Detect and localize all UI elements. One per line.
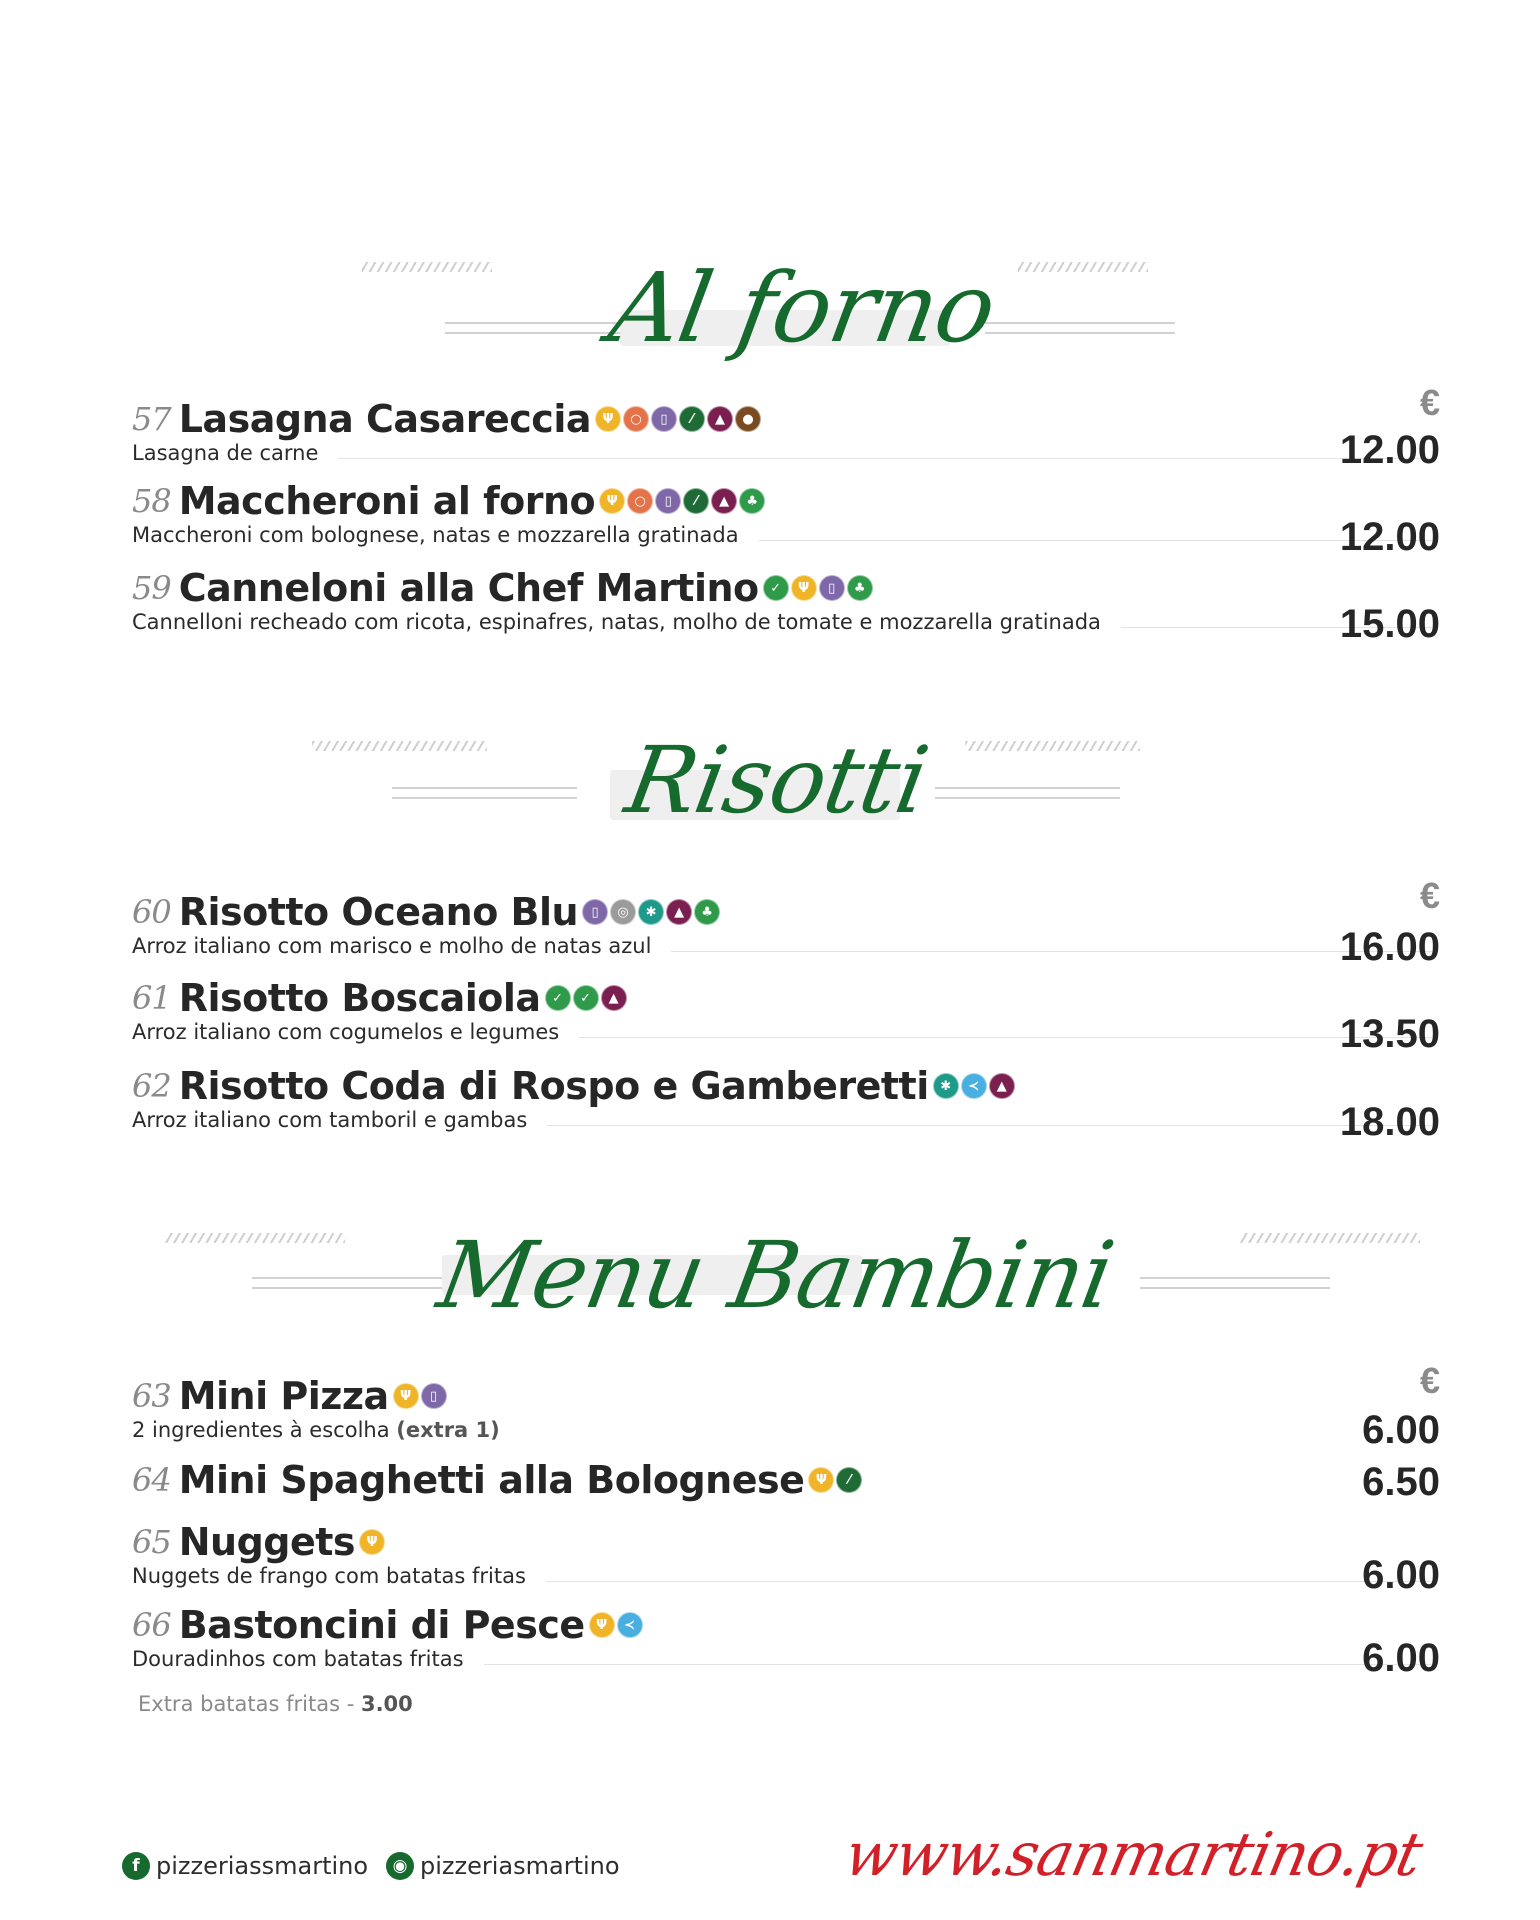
wheat-icon: Ψ — [393, 1383, 419, 1409]
celery-icon: ⁄ — [679, 406, 705, 432]
section-title: Menu Bambini — [430, 1222, 1121, 1329]
item-number: 65 — [132, 1523, 171, 1561]
currency-symbol: € — [1419, 1360, 1440, 1401]
sulphite-icon: ▲ — [711, 488, 737, 514]
item-price: 16.00 — [1339, 925, 1440, 969]
item-price: 6.00 — [1362, 1408, 1440, 1452]
item-price: 13.50 — [1339, 1012, 1440, 1056]
website-link[interactable]: www.sanmartino.pt — [838, 1820, 1428, 1890]
menu-item — [132, 1520, 1432, 1588]
item-description: 2 ingredientes à escolha — [132, 1418, 390, 1442]
sulphite-icon: ▲ — [989, 1073, 1015, 1099]
milk-icon: ▯ — [421, 1383, 447, 1409]
menu-item — [132, 397, 1432, 465]
fish-icon: ≺ — [961, 1073, 987, 1099]
item-name: Maccheroni al forno — [178, 479, 596, 523]
instagram-handle: pizzeriasmartino — [420, 1852, 620, 1880]
milk-icon: ▯ — [819, 575, 845, 601]
item-description-extra: (extra 1) — [396, 1418, 500, 1442]
item-name: Nuggets — [178, 1520, 356, 1564]
instagram-link[interactable] — [386, 1852, 620, 1880]
allergen-icons — [808, 1467, 864, 1493]
crustacean-icon: ✱ — [638, 899, 664, 925]
milk-icon: ▯ — [655, 488, 681, 514]
section-title: Al forno — [602, 252, 1004, 364]
extra-price: 3.00 — [360, 1692, 413, 1716]
item-description: Cannelloni recheado com ricota, espinafres, natas, molho de tomate e mozzarella gratinada — [132, 610, 1101, 634]
allergen-icons — [763, 575, 875, 601]
item-number: 58 — [132, 482, 171, 520]
item-name: Risotto Boscaiola — [178, 976, 541, 1020]
item-name: Mini Pizza — [178, 1374, 389, 1418]
mustard-icon: ♣ — [739, 488, 765, 514]
menu-item — [132, 976, 1432, 1044]
item-number: 62 — [132, 1067, 171, 1105]
currency-symbol: € — [1419, 875, 1440, 916]
sulphite-icon: ▲ — [601, 985, 627, 1011]
egg-icon: ○ — [627, 488, 653, 514]
item-description: Arroz italiano com tamboril e gambas — [132, 1108, 528, 1132]
item-price: 18.00 — [1339, 1100, 1440, 1144]
wheat-icon: Ψ — [359, 1529, 385, 1555]
allergen-icons — [393, 1383, 449, 1409]
mollusc-icon: ◎ — [610, 899, 636, 925]
wheat-icon: Ψ — [791, 575, 817, 601]
item-number: 64 — [132, 1461, 171, 1499]
instagram-icon: ◉ — [386, 1852, 414, 1880]
item-description: Nuggets de frango com batatas fritas — [132, 1564, 526, 1588]
menu-item — [132, 890, 1432, 958]
egg-icon: ○ — [623, 406, 649, 432]
facebook-handle: pizzeriassmartino — [156, 1852, 369, 1880]
menu-item — [132, 566, 1432, 634]
menu-item — [132, 1458, 1432, 1502]
vegetarian-icon: ✓ — [545, 985, 571, 1011]
milk-icon: ▯ — [651, 406, 677, 432]
wheat-icon: Ψ — [589, 1612, 615, 1638]
item-name: Bastoncini di Pesce — [178, 1603, 585, 1647]
celery-icon: ⁄ — [836, 1467, 862, 1493]
item-number: 59 — [132, 569, 171, 607]
item-price: 6.00 — [1362, 1636, 1440, 1680]
item-name: Mini Spaghetti alla Bolognese — [178, 1458, 805, 1502]
item-price: 6.50 — [1362, 1460, 1440, 1504]
allergen-icons — [599, 488, 767, 514]
item-name: Lasagna Casareccia — [178, 397, 591, 441]
allergen-icons — [595, 406, 763, 432]
menu-item — [132, 1603, 1432, 1671]
item-number: 60 — [132, 893, 171, 931]
item-price: 6.00 — [1362, 1553, 1440, 1597]
currency-symbol: € — [1419, 382, 1440, 423]
allergen-icons — [359, 1529, 387, 1555]
item-description: Arroz italiano com cogumelos e legumes — [132, 1020, 560, 1044]
item-description: Maccheroni com bolognese, natas e mozzarella gratinada — [132, 523, 739, 547]
item-description: Douradinhos com batatas fritas — [132, 1647, 464, 1671]
allergen-icons — [589, 1612, 645, 1638]
menu-item — [132, 1064, 1432, 1132]
menu-item — [132, 479, 1432, 547]
section-title: Risotti — [618, 727, 936, 834]
section-header-al-forno — [0, 250, 1540, 380]
wheat-icon: Ψ — [599, 488, 625, 514]
item-price: 12.00 — [1339, 515, 1440, 559]
item-number: 66 — [132, 1606, 171, 1644]
item-name: Risotto Oceano Blu — [178, 890, 579, 934]
fish-icon: ≺ — [617, 1612, 643, 1638]
item-description: Lasagna de carne — [132, 441, 319, 465]
vegetarian-icon: ✓ — [763, 575, 789, 601]
allergen-icons — [582, 899, 722, 925]
sulphite-icon: ▲ — [707, 406, 733, 432]
extra-label: Extra batatas fritas - — [138, 1692, 361, 1716]
allergen-icons — [545, 985, 629, 1011]
facebook-icon: f — [122, 1852, 150, 1880]
mustard-icon: ♣ — [847, 575, 873, 601]
item-description: Arroz italiano com marisco e molho de natas azul — [132, 934, 652, 958]
wheat-icon: Ψ — [595, 406, 621, 432]
wheat-icon: Ψ — [808, 1467, 834, 1493]
vegetarian-icon: ✓ — [573, 985, 599, 1011]
extra-fries-note — [138, 1692, 413, 1716]
allergen-icons — [933, 1073, 1017, 1099]
sulphite-icon: ▲ — [666, 899, 692, 925]
item-price: 12.00 — [1339, 428, 1440, 472]
item-number: 61 — [132, 979, 171, 1017]
item-name: Canneloni alla Chef Martino — [178, 566, 759, 610]
mustard-icon: ♣ — [694, 899, 720, 925]
item-number: 57 — [132, 400, 171, 438]
item-name: Risotto Coda di Rospo e Gamberetti — [178, 1064, 929, 1108]
section-header-risotti — [0, 727, 1540, 865]
menu-item — [132, 1374, 1432, 1442]
item-number: 63 — [132, 1377, 171, 1415]
item-price: 15.00 — [1339, 602, 1440, 646]
facebook-link[interactable] — [122, 1852, 368, 1880]
celery-icon: ⁄ — [683, 488, 709, 514]
nut-icon: ● — [735, 406, 761, 432]
milk-icon: ▯ — [582, 899, 608, 925]
crustacean-icon: ✱ — [933, 1073, 959, 1099]
section-header-menu-bambini — [0, 1222, 1540, 1355]
